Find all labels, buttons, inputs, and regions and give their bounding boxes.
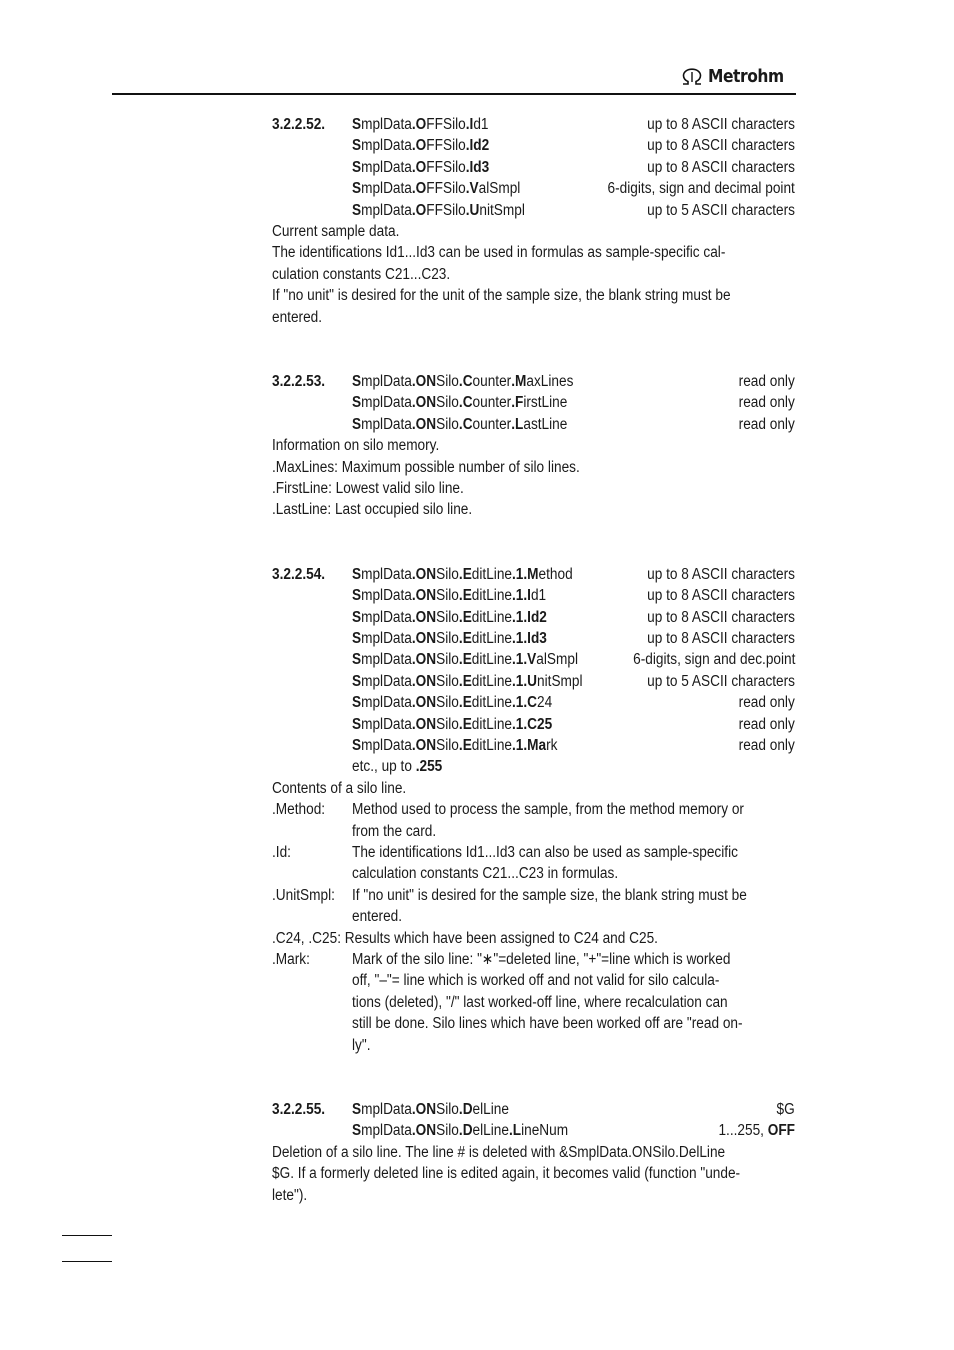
logo-text: Metrohm — [707, 66, 784, 87]
param-name: etc., up to .255 — [352, 758, 443, 776]
param-name: SmplData.ONSilo.Counter.LastLine — [352, 415, 568, 433]
description-line: Current sample data. — [272, 222, 400, 240]
definition-term: .Id: — [272, 843, 291, 861]
metrohm-logo — [680, 66, 796, 87]
definition-line: Method used to process the sample, from the method memory or — [352, 801, 744, 819]
description-line: If "no unit" is desired for the unit of the sample size, the blank string must be — [272, 287, 731, 305]
description-line: .LastLine: Last occupied silo line. — [272, 501, 473, 519]
param-range: 6-digits, sign and dec.point — [632, 651, 795, 669]
param-range: up to 8 ASCII characters — [647, 158, 795, 176]
param-name: SmplData.ONSilo.EditLine.1.Id3 — [352, 629, 547, 647]
definition-line: calculation constants C21...C23 in formulas. — [352, 865, 619, 883]
section-number: 3.2.2.54. — [272, 565, 326, 583]
description-line: The identifications Id1...Id3 can be used in formulas as sample-specific cal- — [272, 244, 726, 262]
footer-rule-top — [62, 1235, 112, 1236]
section-3-2-2-54 — [272, 564, 795, 1056]
section-number: 3.2.2.52. — [272, 116, 326, 133]
header-rule — [112, 93, 796, 95]
param-name: SmplData.OFFSilo.Id1 — [352, 116, 489, 133]
description-line: $G. If a formerly deleted line is edited again, it becomes valid (function "unde- — [272, 1165, 741, 1183]
param-range: up to 8 ASCII characters — [647, 629, 795, 647]
document-body — [272, 114, 795, 1206]
description-line: .MaxLines: Maximum possible number of silo lines. — [272, 458, 580, 476]
param-list — [272, 114, 795, 221]
section-3-2-2-55 — [272, 1099, 795, 1206]
omega-icon — [680, 68, 704, 86]
description-line: entered. — [272, 308, 323, 326]
param-range: up to 8 ASCII characters — [647, 137, 795, 155]
param-name: SmplData.ONSilo.DelLine — [352, 1100, 509, 1118]
description-line: .FirstLine: Lowest valid silo line. — [272, 479, 464, 497]
definition-line: off, "–"= line which is worked off and not valid for silo calcula- — [352, 972, 720, 990]
section-number: 3.2.2.55. — [272, 1100, 326, 1118]
param-name: SmplData.ONSilo.EditLine.1.Id1 — [352, 587, 547, 605]
definition-line: still be done. Silo lines which have been worked off are "read on- — [352, 1015, 743, 1033]
param-name: SmplData.ONSilo.EditLine.1.Id2 — [352, 608, 547, 626]
definition-line: If "no unit" is desired for the sample size, the blank string must be — [352, 886, 747, 904]
definition-term: .Mark: — [272, 950, 310, 968]
param-range: up to 5 ASCII characters — [647, 672, 795, 690]
param-range: read only — [738, 736, 795, 754]
param-range: 6-digits, sign and decimal point — [607, 180, 795, 198]
param-name: SmplData.ONSilo.EditLine.1.Method — [352, 565, 573, 583]
param-name: SmplData.ONSilo.EditLine.1.ValSmpl — [352, 651, 578, 669]
param-range: read only — [738, 415, 795, 433]
param-name: SmplData.OFFSilo.Id3 — [352, 158, 490, 176]
definition-line: Results which have been assigned to C24 and C25. — [344, 929, 658, 947]
definition-mark — [272, 949, 795, 1056]
param-range: up to 8 ASCII characters — [647, 587, 795, 605]
definition-line: Mark of the silo line: "∗"=deleted line, "+"=line which is worked — [352, 950, 731, 968]
param-range: up to 8 ASCII characters — [647, 608, 795, 626]
definition-term: .Method: — [272, 801, 326, 819]
param-range: read only — [738, 372, 795, 390]
param-range: up to 8 ASCII characters — [647, 565, 795, 583]
section-3-2-2-52 — [272, 114, 795, 328]
param-name: SmplData.OFFSilo.UnitSmpl — [352, 201, 525, 219]
definition-line: from the card. — [352, 822, 437, 840]
param-range: read only — [738, 715, 795, 733]
param-range: read only — [738, 394, 795, 412]
param-range: up to 8 ASCII characters — [647, 116, 795, 133]
description-line: Deletion of a silo line. The line # is deleted with &SmplData.ONSilo.DelLine — [272, 1143, 726, 1161]
definition-line: entered. — [352, 908, 403, 926]
section-3-2-2-53 — [272, 371, 795, 521]
param-name: SmplData.ONSilo.EditLine.1.UnitSmpl — [352, 672, 583, 690]
description-line: Contents of a silo line. — [272, 779, 407, 797]
param-name: SmplData.ONSilo.EditLine.1.C25 — [352, 715, 553, 733]
description-line: lete"). — [272, 1186, 308, 1204]
definition-term: .C24, .C25: — [272, 929, 341, 947]
definition-line: The identifications Id1...Id3 can also be used as sample-specific — [352, 843, 738, 861]
param-name: SmplData.OFFSilo.Id2 — [352, 137, 490, 155]
param-name: SmplData.ONSilo.EditLine.1.C24 — [352, 694, 553, 712]
param-range: $G — [776, 1100, 795, 1118]
param-name: SmplData.ONSilo.DelLine.LineNum — [352, 1122, 569, 1140]
param-range: 1...255, OFF — [718, 1122, 795, 1140]
param-name: SmplData.ONSilo.Counter.MaxLines — [352, 372, 574, 390]
param-name: SmplData.ONSilo.Counter.FirstLine — [352, 394, 568, 412]
param-name: SmplData.OFFSilo.ValSmpl — [352, 180, 521, 198]
footer-rule-bottom — [62, 1261, 112, 1262]
description-line: culation constants C21...C23. — [272, 265, 451, 283]
definition-id — [272, 842, 795, 885]
definition-method — [272, 799, 795, 842]
definition-unitsmpl — [272, 885, 795, 928]
definition-term: .UnitSmpl: — [272, 886, 335, 904]
section-number: 3.2.2.53. — [272, 372, 326, 390]
param-range: up to 5 ASCII characters — [647, 201, 795, 219]
param-name: SmplData.ONSilo.EditLine.1.Mark — [352, 736, 558, 754]
definition-c24-c25 — [272, 928, 795, 949]
definition-line: tions (deleted), "/" last worked-off line, where recalculation can — [352, 993, 728, 1011]
definition-line: ly". — [352, 1036, 371, 1054]
description-line: Information on silo memory. — [272, 437, 440, 455]
param-range: read only — [738, 694, 795, 712]
